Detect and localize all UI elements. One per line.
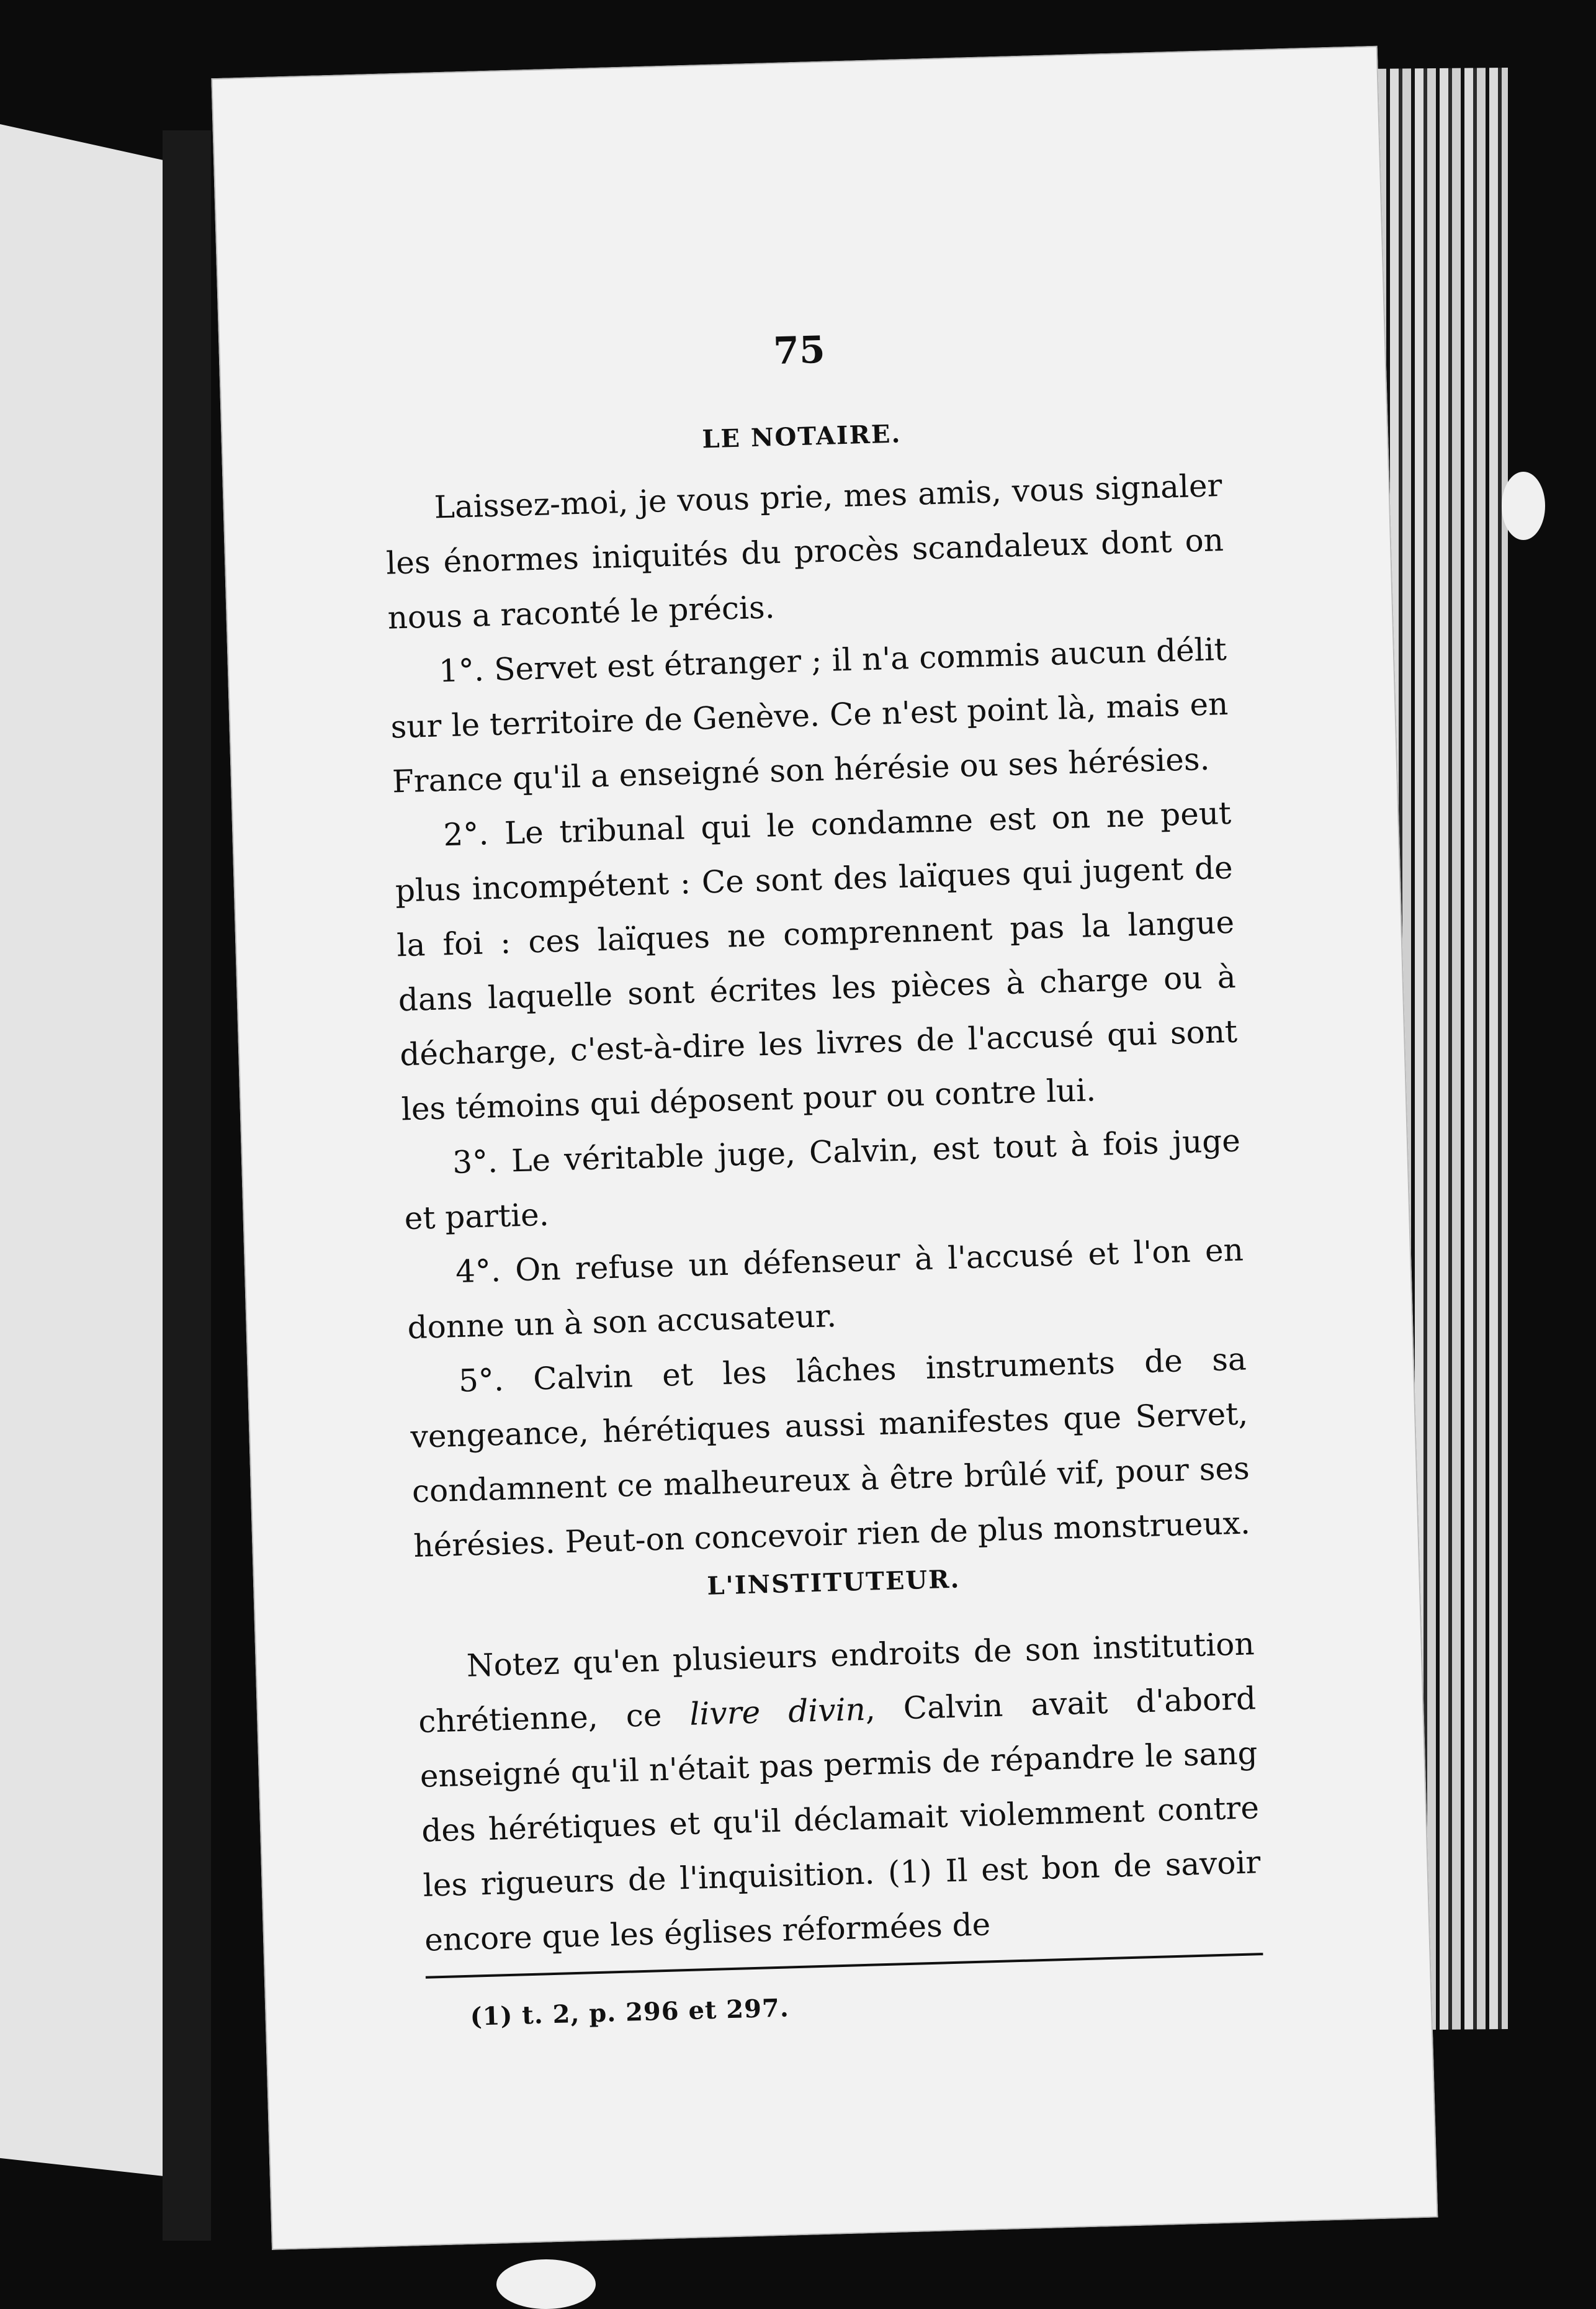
facing-page (0, 124, 186, 2179)
section-heading-instituteur: L'INSTITUTEUR. (706, 1564, 961, 1601)
page-content (380, 317, 1265, 2058)
book-page (211, 46, 1438, 2250)
paragraph-6: 5°. Calvin et les lâches instruments de sa vengeance, hérétiques aussi manifestes que Servet, condamnent ce malheureux à être brûlé vif, pour ses hérésies. Peut-on concevoir rien de plus monstrueux. (410, 1341, 1251, 1565)
paragraph-1: Laissez-moi, je vous prie, mes amis, vous signaler les énormes iniquités du procès scandaleux dont on nous a raconté le précis. (385, 467, 1224, 636)
scan-speck (496, 2259, 596, 2309)
section-heading-notaire: LE NOTAIRE. (701, 419, 902, 454)
paragraph-3: 2°. Le tribunal qui le condamne est on ne peut plus incompétent : Ce sont des laïques qui jugent de la foi : ces laïques ne comprennent pas la langue dans laquelle sont écrites les pièces à charge ou à décharge, c'est-à-dire les livres de l'accusé qui sont les témoins qui déposent pour ou contre lui. (395, 794, 1238, 1128)
book-gutter (163, 130, 211, 2241)
paragraph-7-text-b: , Calvin avait d'abord enseigné qu'il n'était pas permis de répandre le sang des hérétiques et qu'il déclamait violemment contre les rigueurs de l'inquisition. (1) Il est bon de savoir encore que les églises réformées de (419, 1680, 1262, 1958)
paragraph-7-italic: livre divin (689, 1691, 866, 1732)
paragraph-4: 3°. Le véritable juge, Calvin, est tout à fois juge et partie. (403, 1122, 1241, 1237)
page-number: 75 (773, 328, 826, 374)
scan-speck (1502, 472, 1545, 540)
paragraph-5: 4°. On refuse un défenseur à l'accusé et l'on en donne un à son accusateur. (406, 1231, 1244, 1346)
paragraph-2: 1°. Servet est étranger ; il n'a commis aucun délit sur le territoire de Genève. Ce n'est point là, mais en France qu'il a enseigné son hérésie ou ses hérésies. (390, 631, 1229, 800)
footnote: (1) t. 2, p. 296 et 297. (470, 1993, 790, 2032)
paragraph-7-text-a: Notez qu'en plusieurs endroits de son institution chrétienne, ce (418, 1626, 1255, 1740)
paragraph-7 (416, 1616, 1263, 1967)
